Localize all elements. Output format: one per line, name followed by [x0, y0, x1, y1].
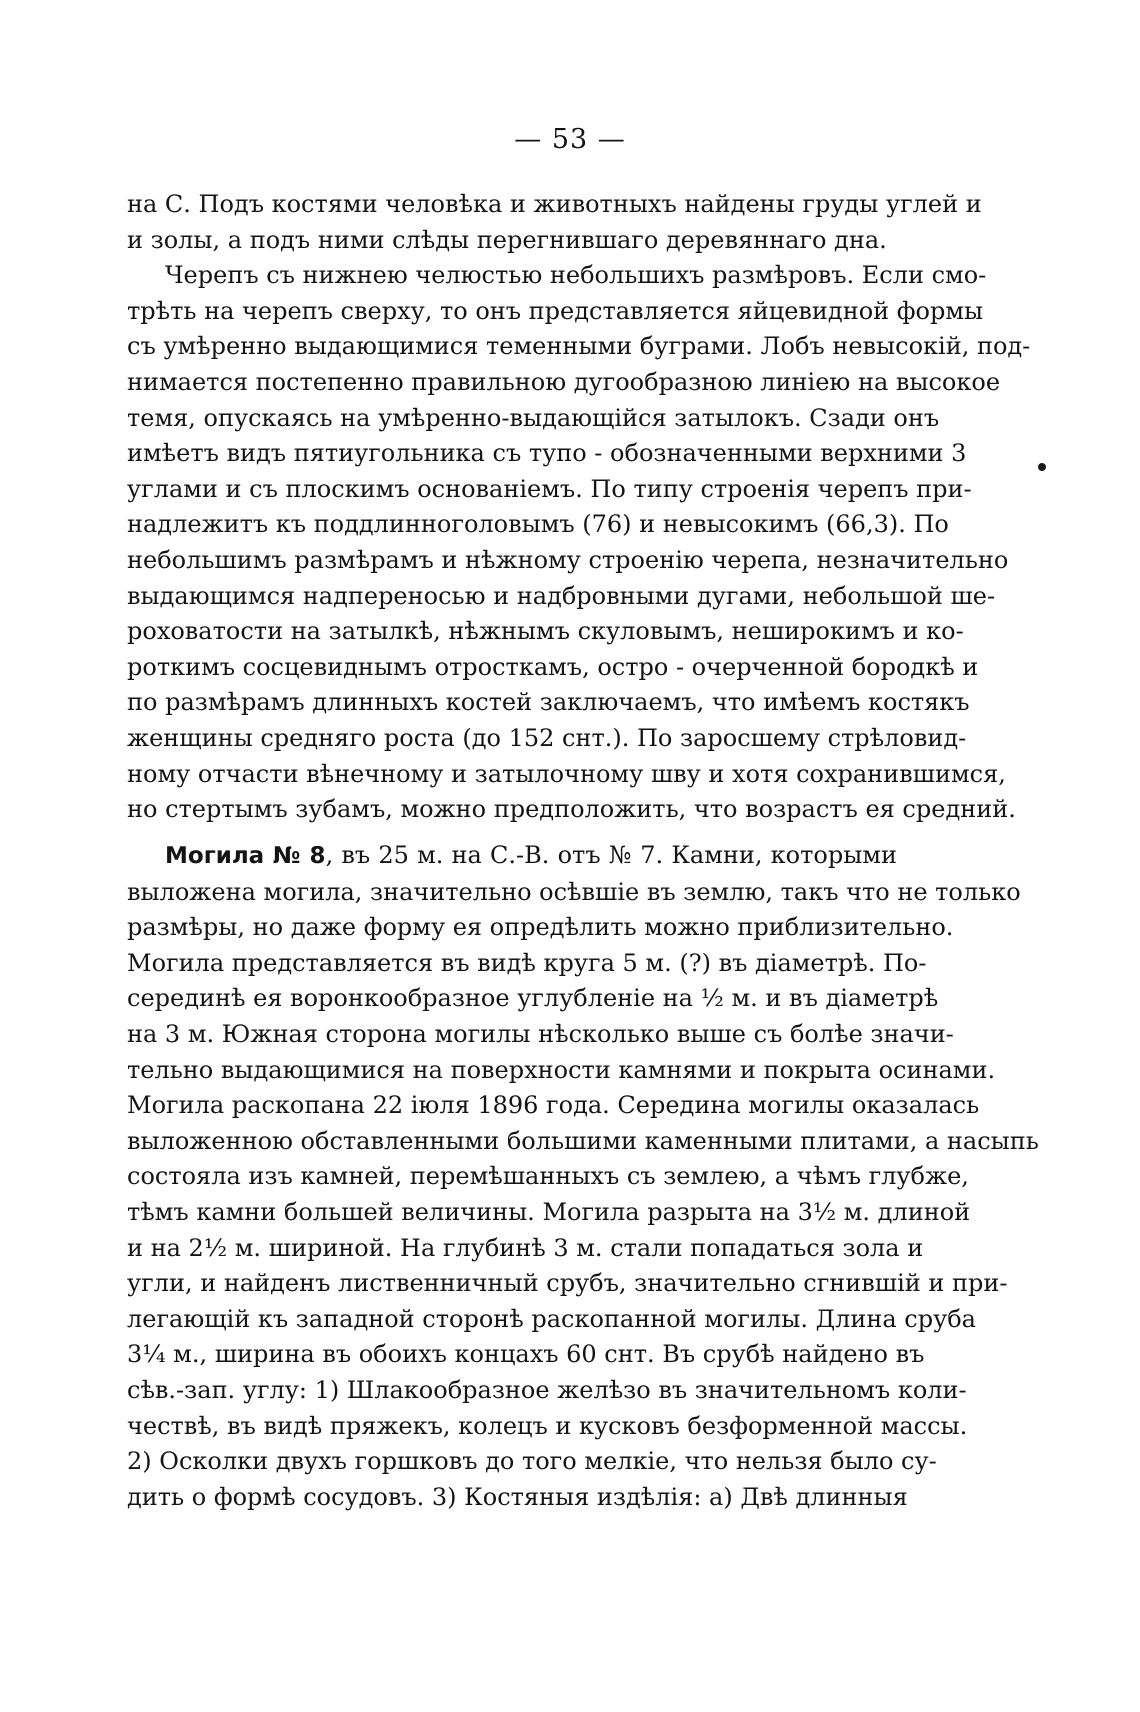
text-line-with-heading: [127, 838, 897, 875]
text-line: легающiй къ западной сторонѣ раскопанной могилы. Длина сруба: [127, 1304, 976, 1333]
text-line: сѣв.-зап. углу: 1) Шлакообразное желѣзо въ значительномъ коли-: [127, 1375, 967, 1404]
page-number: — 53 —: [514, 124, 626, 155]
text-line: ному отчасти вѣнечному и затылочному шву и хотя сохранившимся,: [127, 759, 1006, 788]
text-line: надлежитъ къ поддлинноголовымъ (76) и невысокимъ (66,3). По: [127, 510, 949, 539]
text-line: женщины средняго роста (до 152 снт.). По заросшему стрѣловид-: [127, 723, 967, 752]
text-line: но стертымъ зубамъ, можно предположить, что возрастъ ея средний.: [127, 795, 1016, 824]
text-line: тельно выдающимися на поверхности камнями и покрыта осинами.: [127, 1055, 996, 1084]
text-line: на 3 м. Южная сторона могилы нѣсколько выше съ болѣе значи-: [127, 1019, 954, 1048]
text-line: 3¼ м., ширина въ обоихъ концахъ 60 снт. Въ срубѣ найдено въ: [127, 1340, 925, 1369]
ink-dot-mark: [1038, 463, 1046, 471]
paragraph-continuation: [127, 187, 982, 258]
heading-line-rest: , въ 25 м. на С.-В. отъ № 7. Камни, которыми: [325, 841, 897, 869]
text-line: размѣры, но даже форму ея опредѣлить можно приблизительно.: [127, 913, 954, 942]
text-line: дить о формѣ сосудовъ. 3) Костяныя издѣлiя: а) Двѣ длинныя: [127, 1482, 908, 1511]
text-line: состояла изъ камней, перемѣшанныхъ съ землею, а чѣмъ глубже,: [127, 1162, 969, 1191]
section-heading-grave-8: Могила № 8: [165, 843, 326, 869]
text-line: чествѣ, въ видѣ пряжекъ, колецъ и кусковъ безформенной массы.: [127, 1411, 968, 1440]
text-line: 2) Осколки двухъ горшковъ до того мелкiе, что нельзя было су-: [127, 1447, 937, 1476]
text-line: по размѣрамъ длинныхъ костей заключаемъ, что имѣемъ костякъ: [127, 688, 970, 717]
text-line: небольшимъ размѣрамъ и нѣжному строенiю черепа, незначительно: [127, 545, 1009, 574]
text-line: и золы, а подъ ними слѣды перегнившаго деревяннаго дна.: [127, 225, 887, 254]
text-line: имѣетъ видъ пятиугольника съ тупо - обозначенными верхними 3: [127, 439, 967, 468]
text-line: выложена могила, значительно осѣвшiе въ землю, такъ что не только: [127, 877, 1021, 906]
paragraph-skull-description: [127, 258, 1031, 828]
text-line: роткимъ сосцевиднымъ отросткамъ, остро - очерченной бородкѣ и: [127, 652, 979, 681]
text-line: серединѣ ея воронкообразное углубленiе на ½ м. и въ дiаметрѣ: [127, 984, 939, 1013]
text-line: углами и съ плоскимъ основанiемъ. По типу строенiя черепъ при-: [127, 474, 972, 503]
text-line: Черепъ съ нижнею челюстью небольшихъ размѣровъ. Если смо-: [165, 261, 987, 290]
text-line: роховатости на затылкѣ, нѣжнымъ скуловымъ, неширокимъ и ко-: [127, 617, 964, 646]
text-column-lower: [127, 838, 1039, 1515]
text-line: тѣмъ камни большей величины. Могила разрыта на 3½ м. длиной: [127, 1197, 971, 1226]
text-line: Могила представляется въ видѣ круга 5 м. (?) въ дiаметрѣ. По-: [127, 948, 927, 977]
text-line: на С. Подъ костями человѣка и животныхъ найдены груды углей и: [127, 190, 982, 218]
text-line: нимается постепенно правильною дугообразною линiею на высокое: [127, 367, 1001, 396]
paragraph-grave-8: [127, 838, 1039, 1515]
text-line: темя, опускаясь на умѣренно-выдающiйся затылокъ. Сзади онъ: [127, 403, 940, 432]
text-line: Могила раскопана 22 iюля 1896 года. Середина могилы оказалась: [127, 1091, 980, 1120]
text-line: и на 2½ м. шириной. На глубинѣ 3 м. стали попадаться зола и: [127, 1233, 924, 1262]
text-line: выложенною обставленными большими каменными плитами, а насыпь: [127, 1126, 1039, 1155]
text-line: выдающимся надпереносью и надбровными дугами, небольшой ше-: [127, 581, 996, 610]
text-line: съ умѣренно выдающимися теменными буграми. Лобъ невысокiй, под-: [127, 332, 1031, 361]
text-column-upper: [127, 187, 1031, 828]
text-line: угли, и найденъ лиственничный срубъ, значительно сгнившiй и при-: [127, 1269, 1008, 1298]
text-line: трѣть на черепъ сверху, то онъ представляется яйцевидной формы: [127, 296, 984, 325]
